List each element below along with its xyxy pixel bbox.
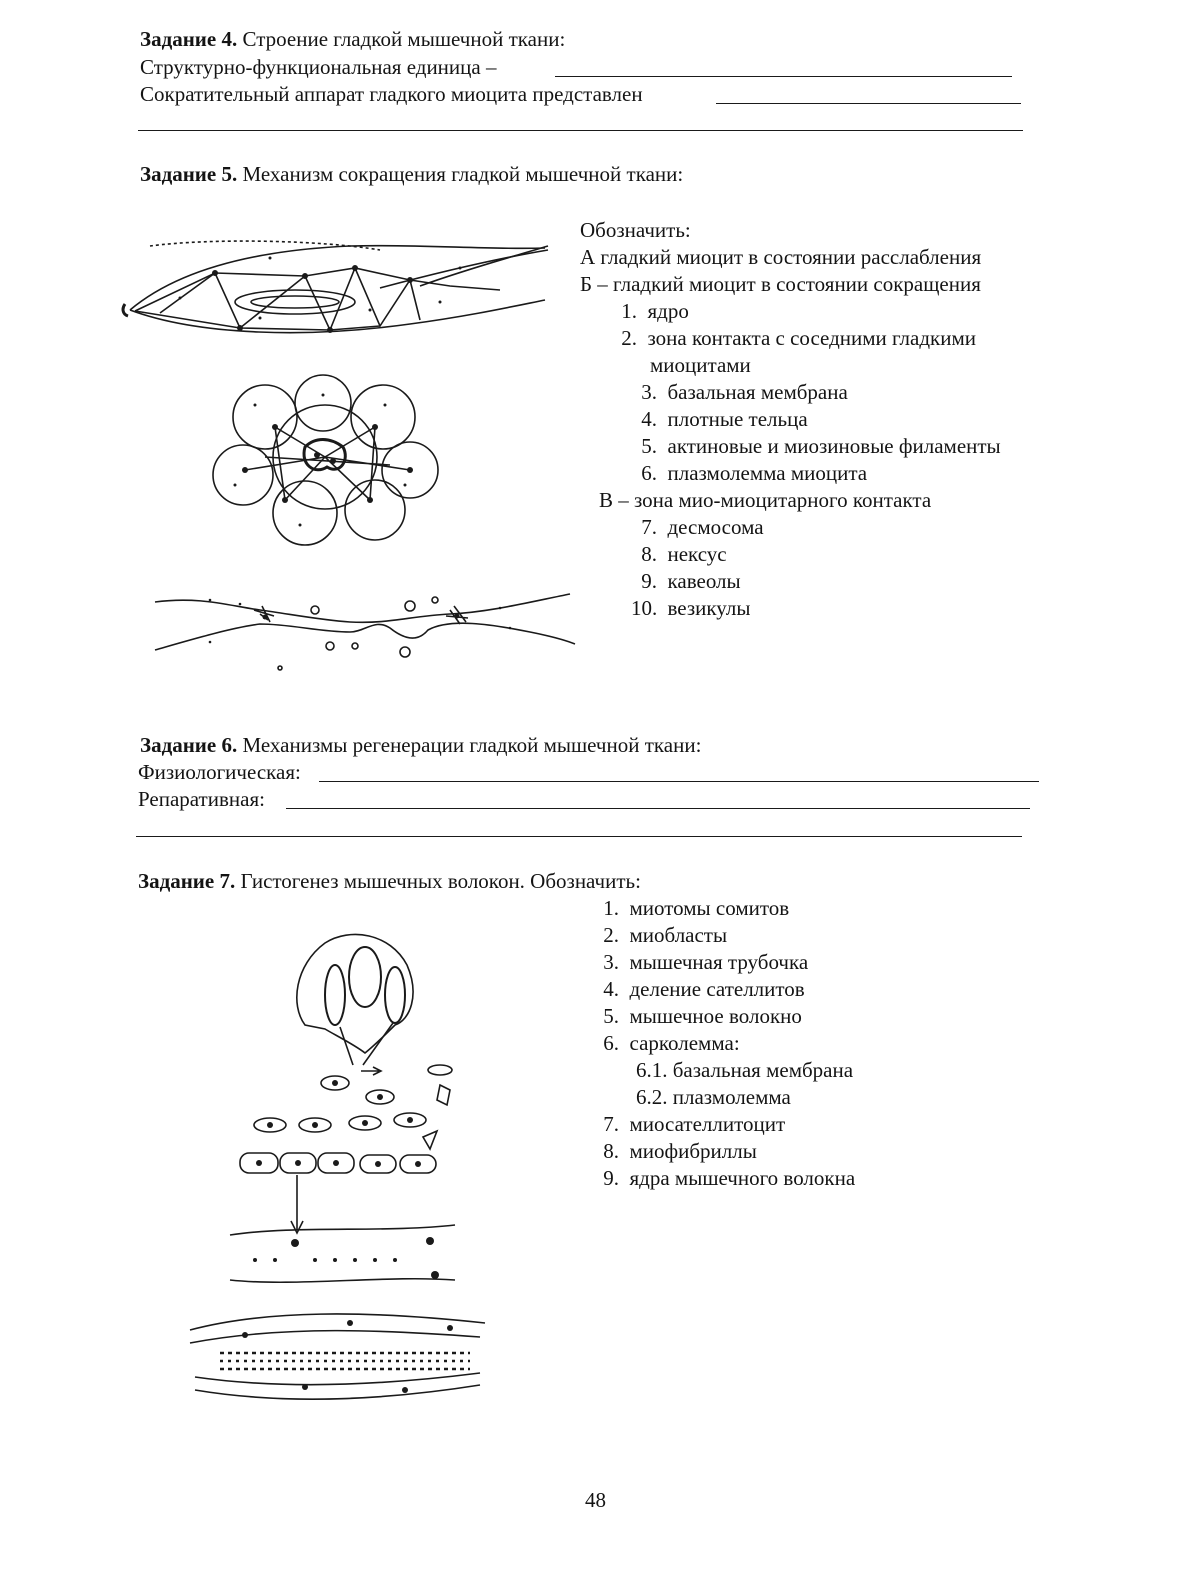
task7-item-num: 7. bbox=[603, 1112, 619, 1136]
task5-label-a: А гладкий миоцит в состоянии расслабления bbox=[580, 245, 982, 269]
task5-item-7 bbox=[631, 515, 764, 540]
task5-item-2-cont: миоцитами bbox=[650, 353, 751, 377]
task5-label-b: Б – гладкий миоцит в состоянии сокращения bbox=[580, 272, 981, 296]
task5-item-text: актиновые и миозиновые филаменты bbox=[667, 434, 1001, 458]
task5-item-text: везикулы bbox=[667, 596, 751, 620]
task5-item-6 bbox=[631, 461, 867, 486]
task5-item-text: ядро bbox=[647, 299, 689, 323]
task7-item-8 bbox=[597, 1139, 757, 1164]
task5-item-1 bbox=[611, 299, 689, 324]
task7-item-6-2: 6.2. плазмолемма bbox=[636, 1085, 791, 1109]
task5-heading: Задание 5. bbox=[140, 162, 238, 186]
task7-heading: Задание 7. bbox=[138, 869, 236, 893]
task5-item-3 bbox=[631, 380, 848, 405]
task7-item-6 bbox=[597, 1031, 740, 1056]
task5-item-num: 8. bbox=[641, 542, 657, 566]
task7-item-9 bbox=[597, 1166, 855, 1191]
task5-item-num: 5. bbox=[641, 434, 657, 458]
task7-item-text: миобласты bbox=[629, 923, 728, 947]
task7-item-text: миофибриллы bbox=[629, 1139, 757, 1163]
task6-line3-blank[interactable] bbox=[136, 836, 1022, 837]
task5-item-num: 7. bbox=[641, 515, 657, 539]
task7-item-text: миосателлитоцит bbox=[629, 1112, 786, 1136]
task7-item-text: миотомы сомитов bbox=[629, 896, 790, 920]
task6-line1-blank[interactable] bbox=[319, 781, 1039, 782]
task4-title-line bbox=[140, 27, 565, 52]
page-number: 48 bbox=[585, 1488, 606, 1512]
task7-item-1 bbox=[597, 896, 789, 921]
task6-line2-label: Репаративная: bbox=[138, 787, 265, 811]
task4-heading: Задание 4. bbox=[140, 27, 238, 51]
task7-item-text: деление сателлитов bbox=[629, 977, 805, 1001]
task5-item-4 bbox=[631, 407, 808, 432]
task5-item-num: 4. bbox=[641, 407, 657, 431]
histogenesis-figure bbox=[185, 925, 485, 1425]
task7-item-7 bbox=[597, 1112, 785, 1137]
task5-label-header: Обозначить: bbox=[580, 218, 691, 242]
task4-line1-blank[interactable] bbox=[555, 76, 1012, 77]
contact-zone-figure bbox=[150, 588, 580, 678]
task5-item-text: десмосома bbox=[667, 515, 764, 539]
task7-item-text: сарколемма: bbox=[629, 1031, 740, 1055]
task6-line1-label: Физиологическая: bbox=[138, 760, 301, 784]
task7-item-num: 3. bbox=[603, 950, 619, 974]
task7-item-4 bbox=[597, 977, 805, 1002]
task4-line2-blank[interactable] bbox=[716, 103, 1021, 104]
task6-line2-blank[interactable] bbox=[286, 808, 1030, 809]
task7-item-num: 4. bbox=[603, 977, 619, 1001]
task7-item-num: 8. bbox=[603, 1139, 619, 1163]
task7-item-text: мышечная трубочка bbox=[629, 950, 809, 974]
task5-item-9 bbox=[631, 569, 741, 594]
task4-line1-label: Структурно-функциональная единица – bbox=[140, 55, 497, 79]
task5-label-c: В – зона мио-миоцитарного контакта bbox=[599, 488, 932, 512]
task7-item-text: ядра мышечного волокна bbox=[629, 1166, 856, 1190]
task4-title: Строение гладкой мышечной ткани: bbox=[242, 27, 566, 51]
task5-title: Механизм сокращения гладкой мышечной ткани: bbox=[242, 162, 684, 186]
task5-title-line bbox=[140, 162, 683, 187]
task6-title: Механизмы регенерации гладкой мышечной ткани: bbox=[242, 733, 702, 757]
task5-item-num: 1. bbox=[621, 299, 637, 323]
relaxed-myocyte-figure bbox=[120, 228, 550, 343]
task5-item-10 bbox=[631, 596, 750, 621]
task5-item-8 bbox=[631, 542, 727, 567]
task5-item-num: 6. bbox=[641, 461, 657, 485]
task7-item-num: 1. bbox=[603, 896, 619, 920]
task7-item-3 bbox=[597, 950, 808, 975]
task5-item-num: 3. bbox=[641, 380, 657, 404]
task7-item-num: 5. bbox=[603, 1004, 619, 1028]
task5-item-num: 2. bbox=[621, 326, 637, 350]
task6-title-line bbox=[140, 733, 701, 758]
task7-item-6-1: 6.1. базальная мембрана bbox=[636, 1058, 854, 1082]
task6-heading: Задание 6. bbox=[140, 733, 238, 757]
task7-item-num: 6. bbox=[603, 1031, 619, 1055]
task7-item-2 bbox=[597, 923, 727, 948]
task5-item-text: зона контакта с соседними гладкими bbox=[647, 326, 977, 350]
task5-item-num: 10. bbox=[631, 596, 658, 620]
task5-item-text: нексус bbox=[667, 542, 727, 566]
task5-item-text: плотные тельца bbox=[667, 407, 808, 431]
task5-item-text: плазмолемма миоцита bbox=[667, 461, 868, 485]
task5-item-2 bbox=[611, 326, 976, 351]
task7-title-line bbox=[138, 869, 641, 894]
task7-item-5 bbox=[597, 1004, 802, 1029]
task5-item-num: 9. bbox=[641, 569, 657, 593]
task7-item-num: 9. bbox=[603, 1166, 619, 1190]
task5-item-text: кавеолы bbox=[667, 569, 741, 593]
task5-item-text: базальная мембрана bbox=[667, 380, 848, 404]
task7-item-num: 2. bbox=[603, 923, 619, 947]
task7-item-text: мышечное волокно bbox=[629, 1004, 802, 1028]
task4-line2-label: Сократительный аппарат гладкого миоцита представлен bbox=[140, 82, 643, 106]
contracted-myocyte-figure bbox=[205, 375, 445, 540]
task7-title: Гистогенез мышечных волокон. Обозначить: bbox=[240, 869, 641, 893]
task4-line3-blank[interactable] bbox=[138, 130, 1023, 131]
task5-item-5 bbox=[631, 434, 1001, 459]
